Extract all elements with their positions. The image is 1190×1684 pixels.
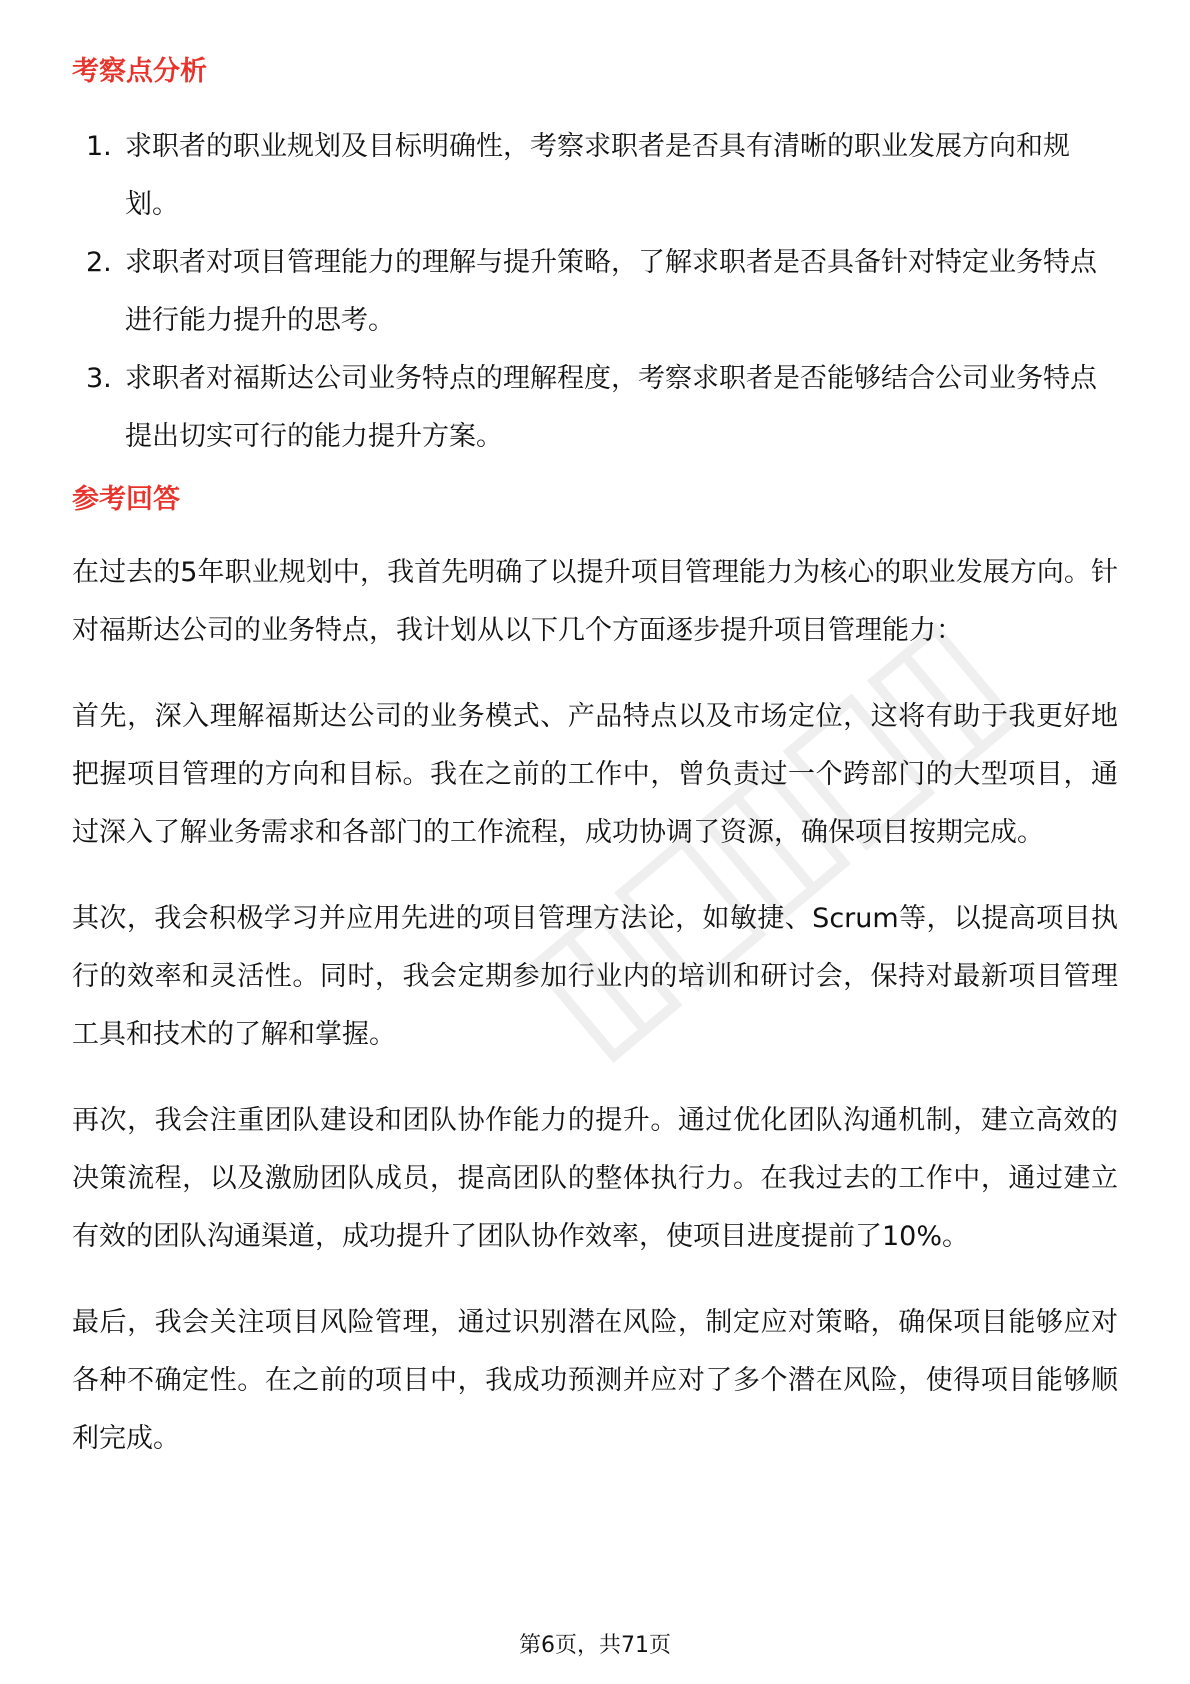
answer-paragraph: 最后，我会关注项目风险管理，通过识别潜在风险，制定应对策略，确保项目能够应对各种不确定性。在之前的项目中，我成功预测并应对了多个潜在风险，使得项目能够顺利完成。 (72, 1307, 1118, 1454)
list-item-number: 2. (86, 247, 112, 278)
answer-paragraph: 首先，深入理解福斯达公司的业务模式、产品特点以及市场定位，这将有助于我更好地把握项目管理的方向和目标。我在之前的工作中，曾负责过一个跨部门的大型项目，通过深入了解业务需求和各部门的工作流程，成功协调了资源，确保项目按期完成。 (72, 701, 1118, 848)
analysis-heading: 考察点分析 (72, 56, 207, 87)
analysis-list (72, 118, 1118, 466)
list-item-text: 求职者的职业规划及目标明确性，考察求职者是否具有清晰的职业发展方向和规划。 (125, 131, 1070, 220)
list-item-number: 1. (86, 131, 112, 162)
answer-heading: 参考回答 (72, 484, 180, 515)
list-item-text: 求职者对福斯达公司业务特点的理解程度，考察求职者是否能够结合公司业务特点提出切实可行的能力提升方案。 (125, 363, 1097, 452)
list-item (72, 234, 1118, 350)
answer-paragraph: 在过去的5年职业规划中，我首先明确了以提升项目管理能力为核心的职业发展方向。针对福斯达公司的业务特点，我计划从以下几个方面逐步提升项目管理能力： (72, 557, 1118, 646)
answer-paragraph: 再次，我会注重团队建设和团队协作能力的提升。通过优化团队沟通机制，建立高效的决策流程，以及激励团队成员，提高团队的整体执行力。在我过去的工作中，通过建立有效的团队沟通渠道，成功提升了团队协作效率，使项目进度提前了10%。 (72, 1105, 1118, 1252)
list-item-number: 3. (86, 363, 112, 394)
list-item (72, 350, 1118, 466)
page-number: 第6页，共71页 (519, 1633, 671, 1658)
list-item (72, 118, 1118, 234)
list-item-text: 求职者对项目管理能力的理解与提升策略，了解求职者是否具备针对特定业务特点进行能力提升的思考。 (125, 247, 1097, 336)
answer-paragraph: 其次，我会积极学习并应用先进的项目管理方法论，如敏捷、Scrum等，以提高项目执行的效率和灵活性。同时，我会定期参加行业内的培训和研讨会，保持对最新项目管理工具和技术的了解和掌握。 (72, 903, 1118, 1050)
document-page (72, 52, 1118, 1496)
